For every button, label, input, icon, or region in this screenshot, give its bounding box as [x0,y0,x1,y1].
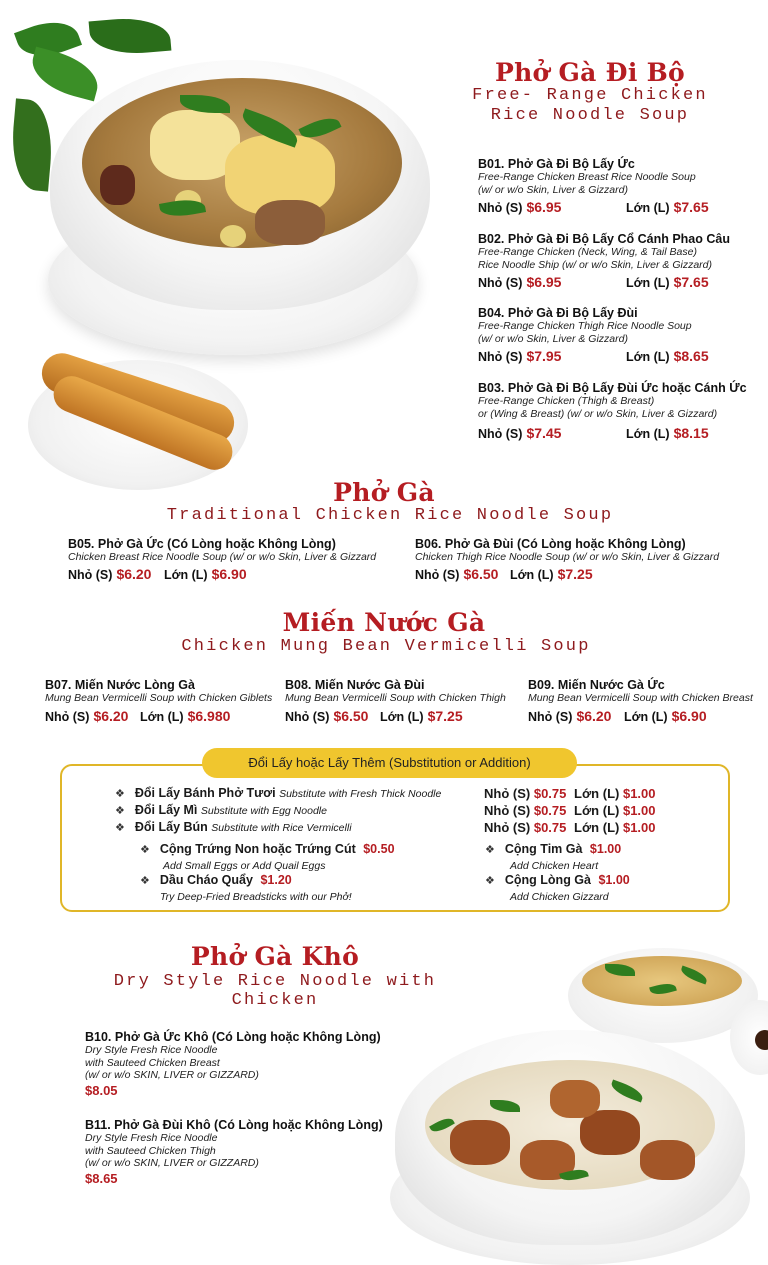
large-price: Lớn (L) $7.25 [380,708,463,724]
large-price: Lớn (L) $8.65 [626,348,709,364]
item-name: B09. Miến Nước Gà Ức [528,678,665,692]
chicken-pho-photo [0,0,460,370]
menu-item [478,157,748,196]
section-title-pho-ga: Phở Gà [333,478,435,507]
small-price: Nhỏ (S) $7.95 [478,348,562,364]
section-title-mien-nuoc-ga: Miến Nước Gà [282,608,486,637]
small-price: Nhỏ (S) $0.75 [484,803,567,818]
item-desc: Dry Style Fresh Rice Noodle [85,1044,218,1056]
item-name: B05. Phở Gà Ức (Có Lòng hoặc Không Lòng) [68,537,336,551]
item-desc: Chicken Thigh Rice Noodle Soup (w/ or w/o Skin, Liver & Gizzard [415,551,720,563]
diamond-bullet-icon: ❖ [115,822,125,834]
section-title-pho-ga-kho: Phở Gà Khô [190,942,360,971]
small-price: Nhỏ (S) $6.95 [478,274,562,290]
menu-item [528,678,763,705]
small-price: Nhỏ (S) $6.20 [68,566,152,582]
item-desc: (w/ or w/o Skin, Liver & Gizzard) [478,332,628,345]
menu-item [478,232,758,271]
basil-leaf-icon [8,98,56,191]
item-desc: Mung Bean Vermicelli Soup with Chicken Giblets [45,692,273,704]
large-price: Lớn (L) $6.90 [164,566,247,582]
small-price: Nhỏ (S) $7.45 [478,425,562,441]
section-title-pho-ga-di-bo: Phở Gà Đi Bộ [494,58,686,87]
item-name: B07. Miến Nước Lòng Gà [45,678,195,692]
section-subtitle: Chicken Mung Bean Vermicelli Soup [181,637,591,656]
addition-item: ❖ Cộng Trứng Non hoặc Trứng Cút $0.50 [140,842,395,856]
item-desc: Rice Noodle Ship (w/ or w/o Skin, Liver & Gizzard) [478,258,712,271]
diamond-bullet-icon: ❖ [115,788,125,800]
section-subtitle: Dry Style Rice Noodle with Chicken [113,972,437,1010]
large-price: Lớn (L) $7.25 [510,566,593,582]
item-desc: Free-Range Chicken Breast Rice Noodle Soup [478,171,696,183]
item-name: B10. Phở Gà Ức Khô (Có Lòng hoặc Không Lòng) [85,1030,381,1044]
basil-leaf-icon [26,47,103,102]
section-subtitle: Traditional Chicken Rice Noodle Soup [166,506,614,525]
small-price: Nhỏ (S) $6.50 [415,566,499,582]
large-price: Lớn (L) $7.65 [626,274,709,290]
item-desc: Mung Bean Vermicelli Soup with Chicken Thigh [285,692,506,704]
small-price: Nhỏ (S) $0.75 [484,786,567,801]
addition-desc: Try Deep-Fried Breadsticks with our Phở! [160,891,352,903]
addition-item: ❖ Cộng Tim Gà $1.00 [485,842,622,856]
menu-item [285,678,525,705]
menu-item [68,537,408,564]
large-price: Lớn (L) $6.980 [140,708,231,724]
item-name: B08. Miến Nước Gà Đùi [285,678,425,692]
dry-pho-photo [380,1000,768,1265]
menu-item [415,537,755,564]
small-price: Nhỏ (S) $6.50 [285,708,369,724]
menu-item [45,678,285,705]
addition-desc: Add Chicken Heart [510,860,599,872]
addition-item: ❖ Dầu Cháo Quẩy $1.20 [140,873,292,887]
item-name: B04. Phở Gà Đi Bộ Lấy Đùi [478,306,638,320]
item-name: B03. Phở Gà Đi Bộ Lấy Đùi Ức hoặc Cánh Ức [478,381,747,395]
large-price: Lớn (L) $7.65 [626,199,709,215]
large-price: Lớn (L) $1.00 [574,820,656,835]
section-subtitle: Free- Range Chicken [472,86,708,105]
item-name: B11. Phở Gà Đùi Khô (Có Lòng hoặc Không Lòng) [85,1118,383,1132]
large-price: Lớn (L) $1.00 [574,786,656,801]
small-price: Nhỏ (S) $6.95 [478,199,562,215]
addition-item: ❖ Cộng Lòng Gà $1.00 [485,873,630,887]
diamond-bullet-icon: ❖ [485,875,495,887]
section-subtitle: Rice Noodle Soup [490,106,690,125]
item-desc: or (Wing & Breast) (w/ or w/o Skin, Liver & Gizzard) [478,407,718,420]
basil-leaf-icon [89,15,172,58]
substitution-item: ❖ Đổi Lấy Bánh Phở Tươi Substitute with Fresh Thick Noodle [115,786,442,800]
menu-item [478,306,748,345]
item-desc: (w/ or w/o SKIN, LIVER or GIZZARD) [85,1157,259,1169]
large-price: Lớn (L) $8.15 [626,425,709,441]
small-price: Nhỏ (S) $6.20 [45,708,129,724]
item-desc: (w/ or w/o SKIN, LIVER or GIZZARD) [85,1069,259,1081]
diamond-bullet-icon: ❖ [485,844,495,856]
menu-item [478,381,763,420]
menu-item [85,1118,385,1186]
addition-desc: Add Chicken Gizzard [510,891,609,903]
diamond-bullet-icon: ❖ [140,875,150,887]
item-desc: Chicken Breast Rice Noodle Soup (w/ or w/o Skin, Liver & Gizzard [68,551,377,563]
item-desc: Free-Range Chicken (Thigh & Breast) [478,395,655,407]
substitution-header: Đổi Lấy hoặc Lấy Thêm (Substitution or Addition) [202,748,577,778]
large-price: Lớn (L) $1.00 [574,803,656,818]
small-price: Nhỏ (S) $0.75 [484,820,567,835]
item-name: B02. Phở Gà Đi Bộ Lấy Cổ Cánh Phao Câu [478,232,730,246]
item-name: B06. Phở Gà Đùi (Có Lòng hoặc Không Lòng) [415,537,686,551]
item-desc: Dry Style Fresh Rice Noodle [85,1132,218,1144]
item-name: B01. Phở Gà Đi Bộ Lấy Ức [478,157,635,171]
small-price: Nhỏ (S) $6.20 [528,708,612,724]
item-price: $8.05 [85,1082,118,1098]
substitution-item: ❖ Đổi Lấy Mì Substitute with Egg Noodle [115,803,327,817]
item-desc: Mung Bean Vermicelli Soup with Chicken Breast [528,692,753,704]
item-price: $8.65 [85,1170,118,1186]
diamond-bullet-icon: ❖ [140,844,150,856]
sauce-dish-photo [730,1000,768,1080]
large-price: Lớn (L) $6.90 [624,708,707,724]
addition-desc: Add Small Eggs or Add Quail Eggs [163,860,326,872]
diamond-bullet-icon: ❖ [115,805,125,817]
substitution-item: ❖ Đổi Lấy Bún Substitute with Rice Vermicelli [115,820,352,834]
item-desc: with Sauteed Chicken Breast [85,1056,220,1069]
menu-item [85,1030,385,1098]
item-desc: Free-Range Chicken Thigh Rice Noodle Soup [478,320,692,332]
item-desc: with Sauteed Chicken Thigh [85,1144,216,1157]
item-desc: Free-Range Chicken (Neck, Wing, & Tail Base) [478,246,697,258]
item-desc: (w/ or w/o Skin, Liver & Gizzard) [478,183,628,196]
